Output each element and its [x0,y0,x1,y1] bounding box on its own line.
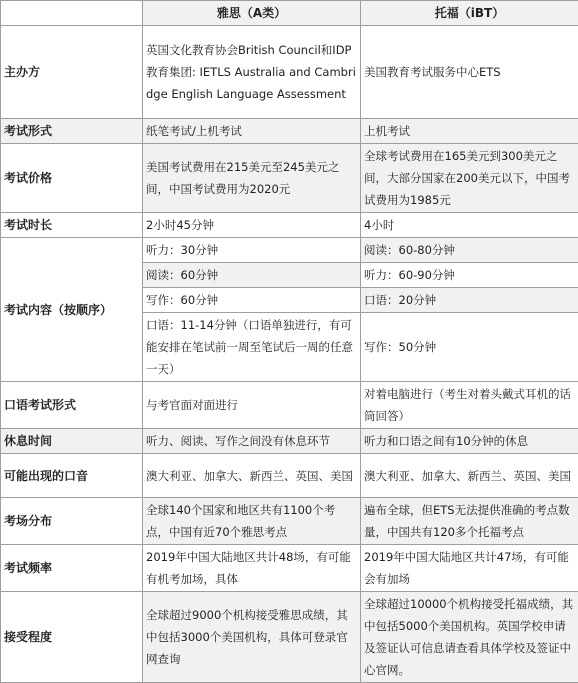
cell-ielts-break: 听力、阅读、写作之间没有休息环节 [143,429,361,454]
row-frequency [1,545,578,592]
row-speaking [1,382,578,429]
row-label-centers: 考场分布 [1,498,143,545]
row-content-1 [1,238,578,263]
cell-ielts-content-4: 口语：11-14分钟（口语单独进行，有可能安排在笔试前一周至笔试后一周的任意一天） [143,313,361,382]
row-break [1,429,578,454]
cell-toefl-content-4: 写作：50分钟 [361,313,578,382]
cell-toefl-accent: 澳大利亚、加拿大、新西兰、英国、美国 [361,454,578,498]
cell-ielts-organizer: 英国文化教育协会British Council和IDP教育集团: IETLS Australia and Cambridge English Language Assessment [143,26,361,119]
row-price [1,144,578,213]
row-organizer [1,26,578,119]
cell-toefl-speaking: 对着电脑进行（考生对着头戴式耳机的话筒回答） [361,382,578,429]
cell-ielts-format: 纸笔考试/上机考试 [143,119,361,144]
cell-ielts-duration: 2小时45分钟 [143,213,361,238]
header-toefl: 托福（iBT） [361,1,578,26]
header-corner [1,1,143,26]
row-centers [1,498,578,545]
cell-toefl-break: 听力和口语之间有10分钟的休息 [361,429,578,454]
cell-ielts-accent: 澳大利亚、加拿大、新西兰、英国、美国 [143,454,361,498]
cell-toefl-duration: 4小时 [361,213,578,238]
row-label-break: 休息时间 [1,429,143,454]
cell-ielts-content-2: 阅读：60分钟 [143,263,361,288]
row-accent [1,454,578,498]
cell-ielts-frequency: 2019年中国大陆地区共计48场，有可能有机考加场，具体 [143,545,361,592]
row-label-acceptance: 接受程度 [1,592,143,683]
cell-ielts-acceptance: 全球超过9000个机构接受雅思成绩，其中包括3000个美国机构，具体可登录官网查询 [143,592,361,683]
row-format [1,119,578,144]
row-label-price: 考试价格 [1,144,143,213]
header-row [1,1,578,26]
cell-toefl-organizer: 美国教育考试服务中心ETS [361,26,578,119]
cell-ielts-centers: 全球140个国家和地区共有1100个考点，中国有近70个雅思考点 [143,498,361,545]
row-label-format: 考试形式 [1,119,143,144]
cell-toefl-acceptance: 全球超过10000个机构接受托福成绩，其中包括5000个美国机构。英国学校申请及签证认可信息请查看具体学校及签证中心官网。 [361,592,578,683]
cell-ielts-content-3: 写作：60分钟 [143,288,361,313]
cell-ielts-content-1: 听力：30分钟 [143,238,361,263]
cell-toefl-frequency: 2019年中国大陆地区共计47场，有可能会有加场 [361,545,578,592]
row-label-duration: 考试时长 [1,213,143,238]
row-acceptance [1,592,578,683]
row-label-accent: 可能出现的口音 [1,454,143,498]
cell-toefl-content-2: 听力：60-90分钟 [361,263,578,288]
row-duration [1,213,578,238]
row-label-frequency: 考试频率 [1,545,143,592]
row-label-content: 考试内容（按顺序） [1,238,143,382]
cell-toefl-content-3: 口语：20分钟 [361,288,578,313]
cell-ielts-price: 美国考试费用在215美元至245美元之间，中国考试费用为2020元 [143,144,361,213]
cell-ielts-speaking: 与考官面对面进行 [143,382,361,429]
cell-toefl-centers: 遍布全球，但ETS无法提供准确的考点数量，中国共有120多个托福考点 [361,498,578,545]
row-label-organizer: 主办方 [1,26,143,119]
cell-toefl-price: 全球考试费用在165美元到300美元之间，大部分国家在200美元以下，中国考试费用为1985元 [361,144,578,213]
header-ielts: 雅思（A类） [143,1,361,26]
cell-toefl-format: 上机考试 [361,119,578,144]
cell-toefl-content-1: 阅读：60-80分钟 [361,238,578,263]
row-label-speaking: 口语考试形式 [1,382,143,429]
